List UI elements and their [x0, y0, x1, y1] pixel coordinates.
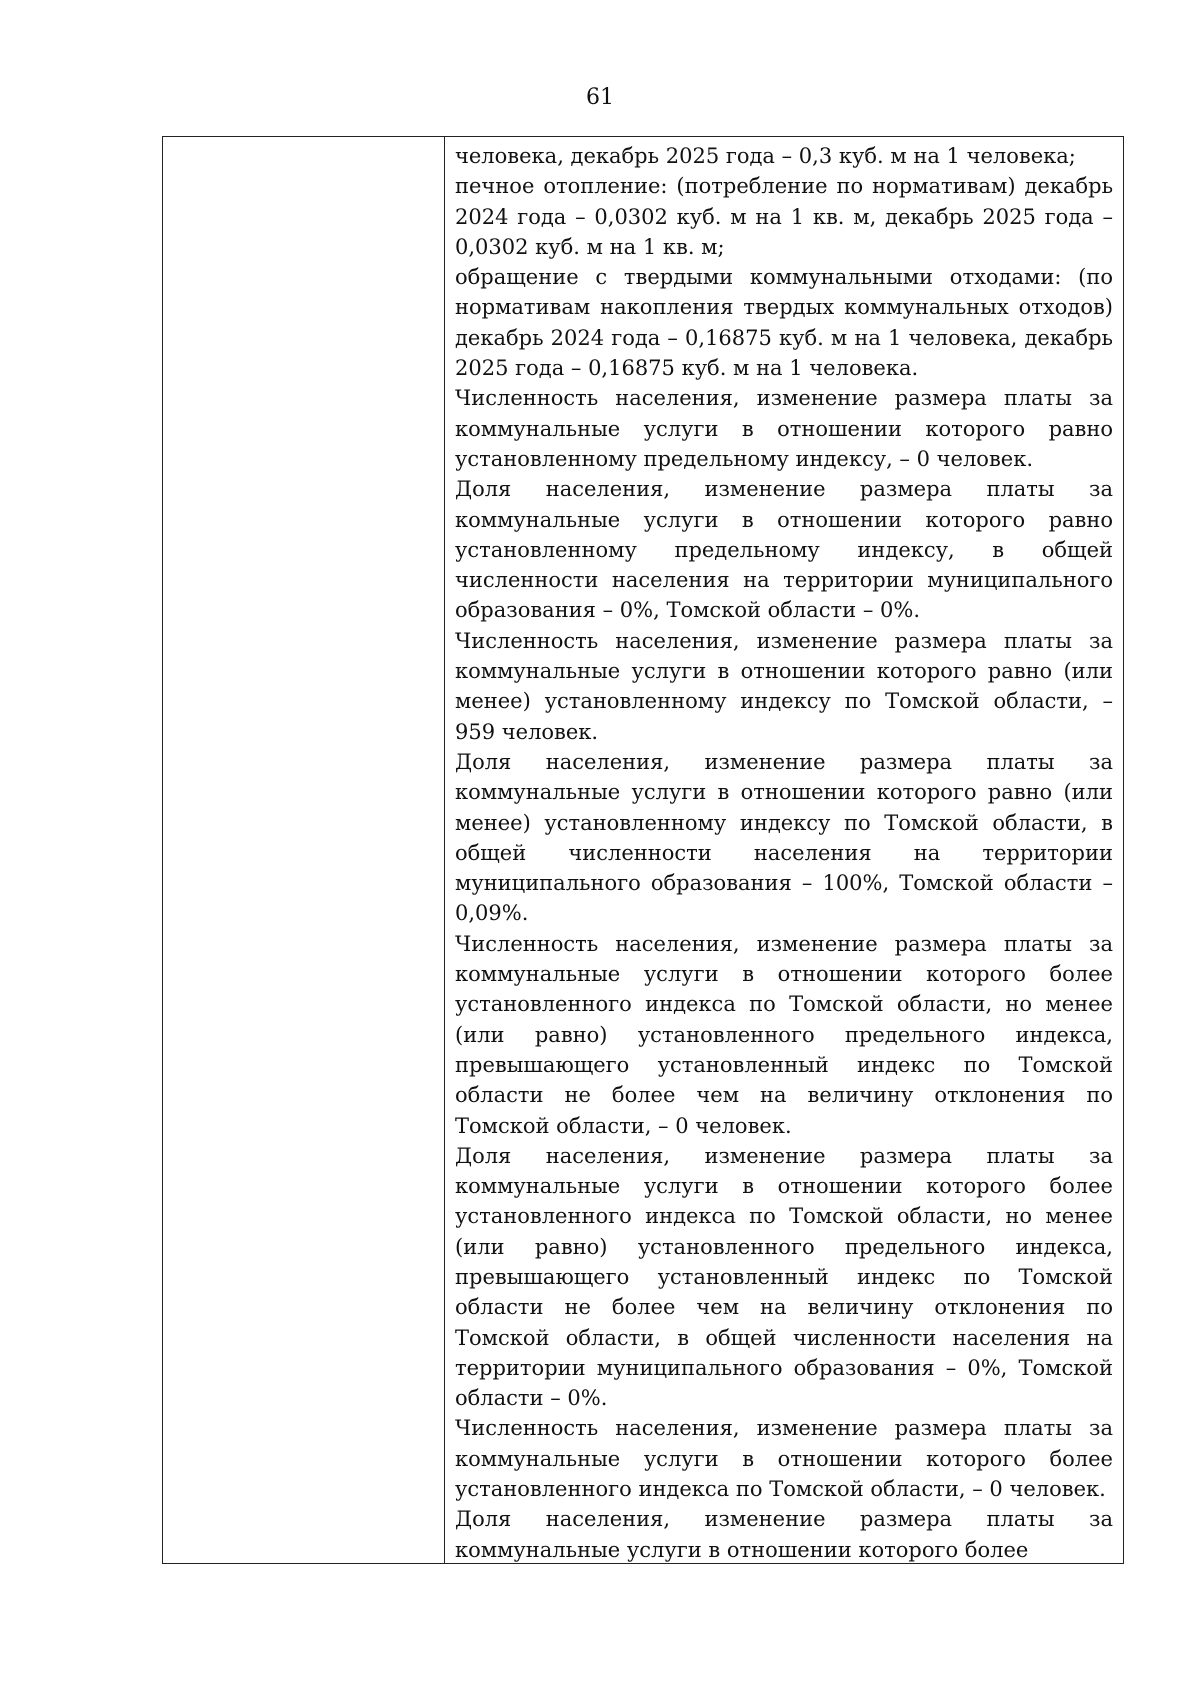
paragraph-share-above-index-start: Доля населения, изменение размера платы за коммунальные услуги в отношении которого более — [455, 1507, 1113, 1562]
paragraph-population-above-index-within-deviation: Численность населения, изменение размера платы за коммунальные услуги в отношении которого более установленного индекса по Томской области, но менее (или равно) установленного предельного индекса, превышающего установленный индекс по Томской области не более чем на величину отклонения по Томской области, – 0 человек. — [455, 931, 1113, 1138]
paragraph-water-norm-tail: человека, декабрь 2025 года – 0,3 куб. м на 1 человека; — [455, 144, 1076, 168]
table-left-cell — [163, 137, 445, 1563]
paragraph-population-equal-limit: Численность населения, изменение размера платы за коммунальные услуги в отношении которого равно установленному предельному индексу, – 0 человек. — [455, 386, 1113, 471]
page-number: 61 — [586, 85, 614, 110]
table-right-cell — [445, 137, 1123, 1563]
paragraph-stove-heating: печное отопление: (потребление по нормативам) декабрь 2024 года – 0,0302 куб. м на 1 кв. м, декабрь 2025 года – 0,0302 куб. м на 1 кв. м; — [455, 174, 1113, 259]
paragraph-share-equal-limit: Доля населения, изменение размера платы за коммунальные услуги в отношении которого равно установленному предельному индексу, в общей численности населения на территории муниципального образования – 0%, Томской области – 0%. — [455, 477, 1113, 623]
paragraph-share-above-index-within-deviation: Доля населения, изменение размера платы за коммунальные услуги в отношении которого более установленного индекса по Томской области, но менее (или равно) установленного предельного индекса, превышающего установленный индекс по Томской области не более чем на величину отклонения по Томской области, в общей численности населения на территории муниципального образования – 0%, Томской области – 0%. — [455, 1143, 1113, 1411]
paragraph-population-below-index: Численность населения, изменение размера платы за коммунальные услуги в отношении которого равно (или менее) установленному индексу по Томской области, – 959 человек. — [455, 628, 1113, 744]
paragraph-solid-waste: обращение с твердыми коммунальными отходами: (по нормативам накопления твердых коммунальных отходов) декабрь 2024 года – 0,16875 куб. м на 1 человека, декабрь 2025 года – 0,16875 куб. м на 1 человека. — [455, 265, 1113, 381]
content-table — [162, 136, 1124, 1564]
paragraph-population-above-index: Численность населения, изменение размера платы за коммунальные услуги в отношении которого более установленного индекса по Томской области, – 0 человек. — [455, 1416, 1113, 1502]
paragraph-share-below-index: Доля населения, изменение размера платы за коммунальные услуги в отношении которого равно (или менее) установленному индексу по Томской области, в общей численности населения на территории муниципального образования – 100%, Томской области – 0,09%. — [455, 749, 1113, 926]
